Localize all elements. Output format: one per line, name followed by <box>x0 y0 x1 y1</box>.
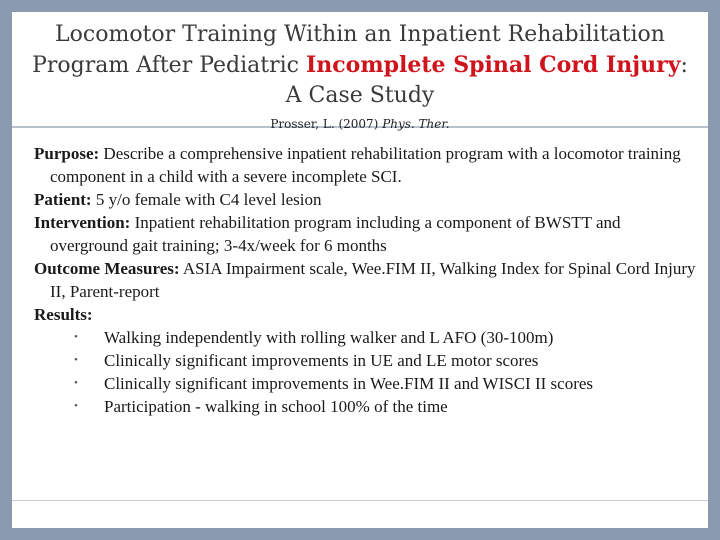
list-item <box>74 395 698 418</box>
citation <box>12 117 708 131</box>
results-label: Results: <box>34 305 93 324</box>
patient-text: 5 y/o female with C4 level lesion <box>91 190 322 209</box>
purpose-label: Purpose: <box>34 144 100 163</box>
patient-paragraph <box>34 188 698 211</box>
title-text-part1: Locomotor Training Within an Inpatient Rehabilitation Program After Pediatric <box>32 22 665 78</box>
slide-title <box>32 20 688 111</box>
purpose-paragraph <box>34 142 698 188</box>
footer-divider <box>12 500 708 501</box>
outcome-text: ASIA Impairment scale, Wee.FIM II, Walking Index for Spinal Cord Injury II, Parent-report <box>50 259 696 301</box>
bullet-icon: • <box>74 377 78 389</box>
citation-authors: Prosser, L. (2007) <box>270 117 383 131</box>
bullet-icon: • <box>74 331 78 343</box>
intervention-paragraph <box>34 211 698 257</box>
outcome-label: Outcome Measures: <box>34 259 180 278</box>
title-text-part2: : A Case Study <box>285 53 688 108</box>
slide-body <box>34 142 698 418</box>
result-text: Walking independently with rolling walker and L AFO (30-100m) <box>104 328 554 347</box>
bullet-icon: • <box>74 400 78 412</box>
intervention-text: Inpatient rehabilitation program including a component of BWSTT and overground gait training; 3-4x/week for 6 months <box>50 213 621 255</box>
intervention-label: Intervention: <box>34 213 131 232</box>
result-text: Clinically significant improvements in Wee.FIM II and WISCI II scores <box>104 374 594 393</box>
title-area <box>12 12 708 131</box>
citation-journal: Phys. Ther. <box>382 117 450 131</box>
result-text: Clinically significant improvements in UE and LE motor scores <box>104 351 539 370</box>
results-list <box>34 326 698 418</box>
purpose-text: Describe a comprehensive inpatient rehabilitation program with a locomotor training component in a child with a severe incomplete SCI. <box>50 144 681 186</box>
title-highlight: Incomplete Spinal Cord Injury <box>306 52 681 78</box>
list-item <box>74 326 698 349</box>
patient-label: Patient: <box>34 190 92 209</box>
bullet-icon: • <box>74 354 78 366</box>
outcome-paragraph <box>34 257 698 303</box>
results-paragraph <box>34 303 698 326</box>
list-item <box>74 372 698 395</box>
list-item <box>74 349 698 372</box>
result-text: Participation - walking in school 100% of the time <box>104 397 448 416</box>
